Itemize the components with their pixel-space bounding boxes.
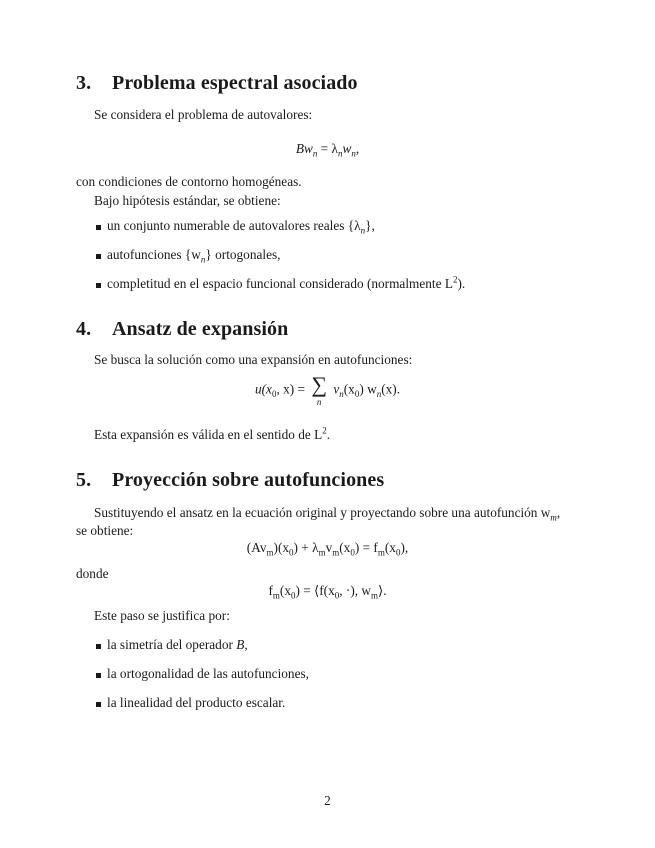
section-number: 3. [76, 72, 92, 94]
projection-definition-equation: $f_m(x_0)$ = $⟨f(x_0$, ·), $w_m⟩$. [268, 583, 387, 601]
section-number: 4. [76, 318, 92, 340]
bullet-marker [96, 283, 101, 288]
bullet-marker [96, 673, 101, 678]
projection-text-line1: Sustituyendo el ansatz en la ecuación original y proyectando sobre una autofunción $w_m$, [94, 505, 561, 523]
section-title: Problema espectral asociado [112, 72, 358, 94]
donde-text: donde [76, 566, 109, 581]
summation-symbol: ∑ n [311, 372, 328, 407]
eigenvalue-equation [0, 141, 655, 157]
eq-sub3: n [351, 148, 356, 159]
section-4-intro: Se busca la solución como una expansión en autofunciones: [94, 352, 413, 367]
projection-text-line2: se obtiene: [76, 523, 134, 538]
bullet-marker [96, 225, 101, 230]
section-5-heading [76, 469, 384, 492]
l2-validity-text: Esta expansión es válida en el sentido de $L^2$. [94, 425, 331, 442]
justification-text: Este paso se justifica por: [94, 608, 230, 623]
list-item: un conjunto numerable de autovalores reales $\{\lambda_n\}$, [107, 218, 375, 236]
eq-sub: n [312, 148, 318, 159]
section-3-heading [76, 72, 358, 95]
bullet-marker [96, 702, 101, 707]
eq-mid: = λ [317, 141, 338, 156]
bullet-marker [96, 644, 101, 649]
list-item: autofunciones $\{w_n\}$ ortogonales, [107, 247, 281, 265]
projected-equation: $(Av_m)(x_0) + \lambda_mv_m(x_0) = f_m(x_0)$, [246, 540, 409, 558]
eq-tail: , [355, 141, 360, 156]
eq-operator: B [295, 141, 304, 156]
section-3-intro: Se considera el problema de autovalores: [94, 107, 313, 122]
list-item: completitud en el espacio funcional considerado (normalmente $L^2$). [107, 274, 466, 291]
list-item: la ortogonalidad de las autofunciones, [107, 666, 309, 681]
section-title: Proyección sobre autofunciones [112, 469, 385, 491]
eq-sub2: n [337, 148, 343, 159]
list-item: la simetría del operador B, [107, 637, 248, 652]
list-item: la linealidad del producto escalar. [107, 695, 286, 710]
eq-var2: w [342, 141, 352, 156]
hypothesis-text: Bajo hipótesis estándar, se obtiene: [94, 193, 281, 208]
page-number: 2 [324, 793, 331, 808]
bullet-marker [96, 254, 101, 259]
eq-var: w [303, 141, 313, 156]
section-number: 5. [76, 469, 92, 491]
expansion-equation: $u(x_0$, x) = ∑ n $v_n(x_0)$ $w_n(x)$. [254, 372, 401, 407]
boundary-conditions-text: con condiciones de contorno homogéneas. [76, 174, 302, 189]
section-4-heading [76, 318, 288, 341]
section-title: Ansatz de expansión [112, 318, 289, 340]
